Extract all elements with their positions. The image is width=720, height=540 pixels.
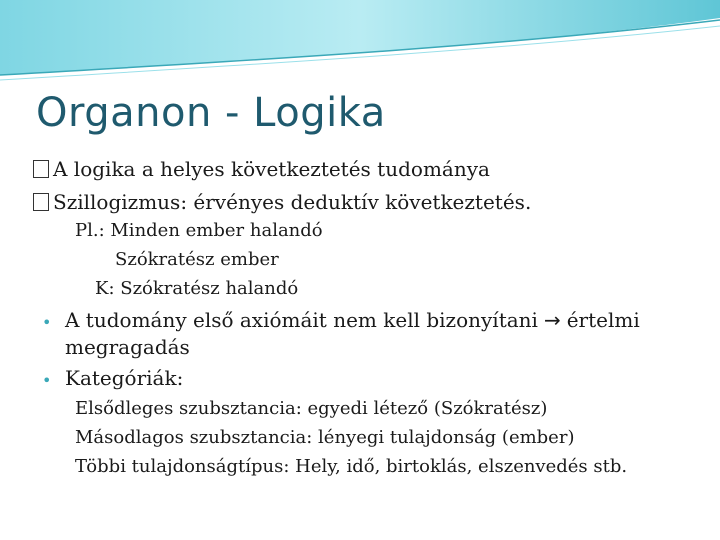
text-line-1: A logika a helyes következtetés tudománya (33, 157, 490, 181)
category-line-2: Másodlagos szubsztancia: lényegi tulajdonság (ember) (75, 427, 575, 448)
text-line-2: Szillogizmus: érvényes deduktív következtetés. (33, 190, 531, 214)
bullet-line-2: Kategóriák: (65, 366, 184, 390)
example-line-1: Pl.: Minden ember halandó (75, 220, 323, 241)
example-line-2: Szókratész ember (115, 249, 279, 270)
category-line-1: Elsődleges szubsztancia: egyedi létező (Szókratész) (75, 398, 548, 419)
bullet-line-1: A tudomány első axiómáit nem kell bizonyítani → értelmi (65, 308, 640, 332)
arrow-right-icon: → (543, 308, 561, 332)
bullet-line-1-cont: megragadás (65, 335, 190, 359)
header-wave-decoration (0, 0, 720, 90)
example-line-3: K: Szókratész halandó (95, 278, 299, 299)
missing-glyph-icon (33, 193, 49, 211)
bullet-icon: • (42, 371, 52, 390)
category-line-3: Többi tulajdonságtípus: Hely, idő, birtoklás, elszenvedés stb. (75, 456, 628, 477)
bullet-icon: • (42, 313, 52, 332)
missing-glyph-icon (33, 160, 49, 178)
slide-title: Organon - Logika (36, 90, 386, 136)
